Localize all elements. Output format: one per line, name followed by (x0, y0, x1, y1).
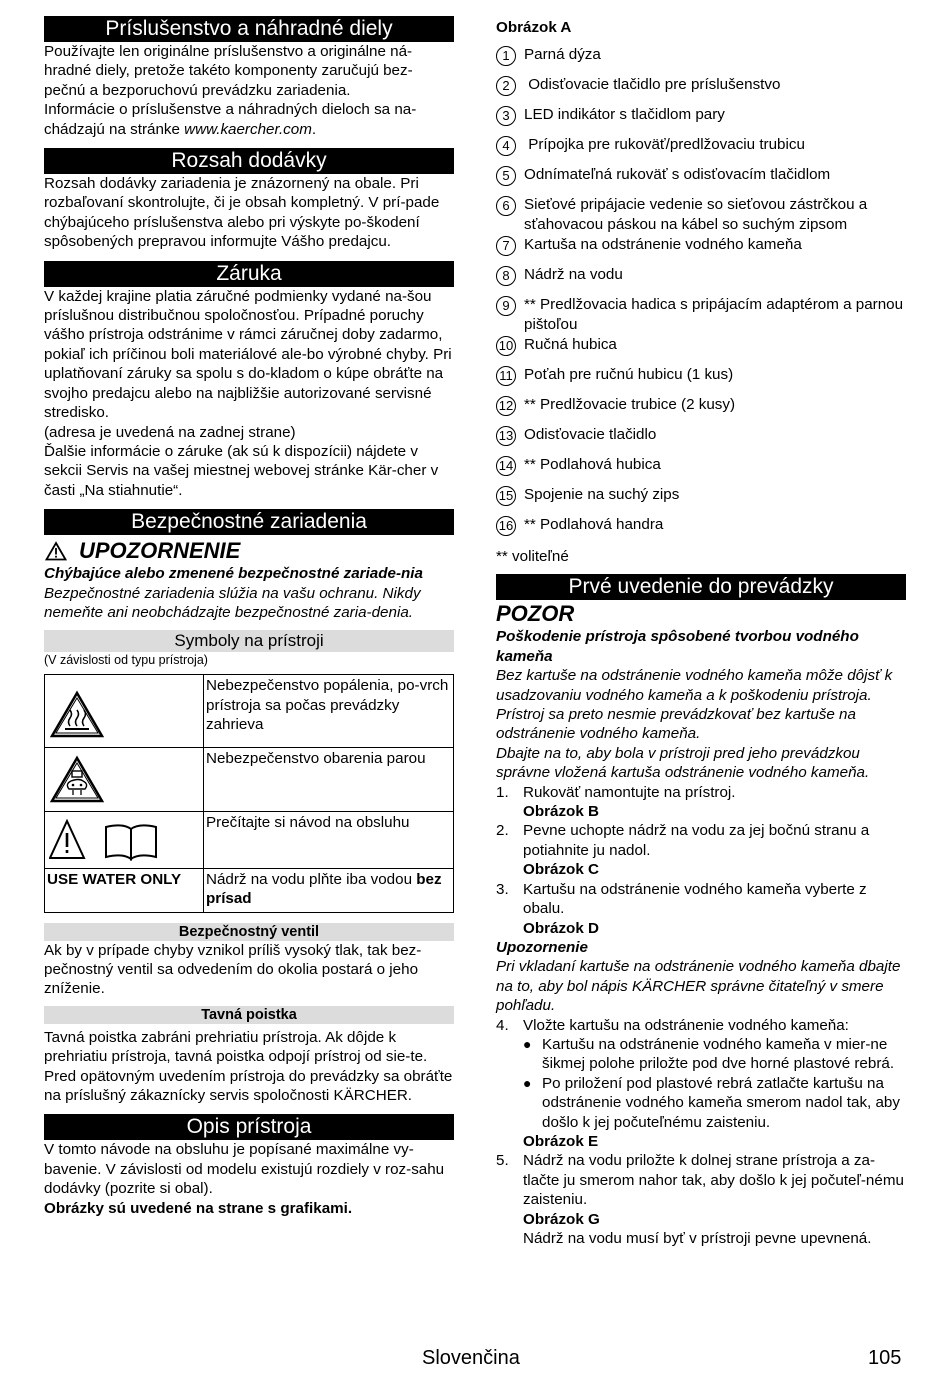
thermal-fuse-text-2: Pred opätovným uvedením prístroja do prevádzky sa obráťte na príslušný zákaznícky servis spoločnosti KÄRCHER. (44, 1067, 453, 1104)
legend-text: Prípojka pre rukoväť/predlžovaciu trubicu (524, 136, 805, 153)
symbol-description: Nebezpečenstvo obarenia parou (204, 747, 454, 811)
figure-d-ref: Obrázok D (523, 919, 599, 937)
legend-item (496, 485, 906, 515)
step-3-text: Kartušu na odstránenie vodného kameňa vyberte z obalu. (523, 880, 867, 918)
step-2: 2. Pevne uchopte nádrž na vodu za jej bočnú stranu a potiahnite ju nadol. (496, 821, 906, 860)
legend-item (496, 45, 906, 75)
legend-text: Odisťovacie tlačidlo pre príslušenstvo (524, 76, 781, 93)
section-title-warranty: Záruka (44, 261, 454, 287)
step-2-text: Pevne uchopte nádrž na vodu za jej bočnú stranu a potiahnite ju nadol. (523, 822, 870, 859)
warning-body: Bezpečnostné zariadenia slúžia na vašu ochranu. Nikdy nemeňte ani neobchádzajte bezpečnostné zaria-denia. (44, 584, 421, 621)
step-4: 4. Vložte kartušu na odstránenie vodného kameňa: (496, 1016, 849, 1034)
caution-subtitle: Poškodenie prístroja spôsobené tvorbou vodného kameňa (496, 628, 859, 665)
accessories-text (44, 42, 454, 139)
legend-text: ** Podlahová handra (524, 516, 664, 533)
section-title-safety: Bezpečnostné zariadenia (44, 509, 454, 535)
legend-item (496, 165, 906, 195)
thermal-fuse-text-1: Tavná poistka zabráni prehriatiu prístroja. Ak dôjde k prehriatiu prístroja, tavná poistka odpojí prístroj od sie-te. (44, 1028, 428, 1066)
warranty-text-1: V každej krajine platia záručné podmienky vydané na-šou príslušnou distribučnou spoločnosťou. Prípadné poruchy vášho prístroja odstránime v rámci záručnej doby zadarmo, pokiaľ ich príčinou boli materiálové ale-bo výrobné chyby. Pri uplatňovaní záruky sa spolu s do-kladom o kúpe obráťte na svojho predajcu alebo na najbližšie autorizované servisné stredisko. (44, 287, 452, 422)
caution-body-2: Dbajte na to, aby bola v prístroji pred jeho prevádzkou správne vložená kartuša odstránenie vodného kameňa. (496, 744, 870, 782)
legend-number: 3 (496, 106, 516, 126)
use-water-only-label: USE WATER ONLY (45, 868, 204, 912)
right-column (496, 16, 906, 1248)
table-row (45, 868, 454, 912)
step-5: 5. Nádrž na vodu priložte k dolnej strane prístroja a za-tlačte ju smerom nahor tak, aby došlo k jej počuteľ-nému zaisteniu. (496, 1151, 906, 1209)
legend-text: Odnímateľná rukoväť s odisťovacím tlačidlom (524, 166, 831, 183)
warning-triangle-icon (45, 541, 67, 561)
symbol-description: Nebezpečenstvo popálenia, po-vrch prístroja sa počas prevádzky zahrieva (204, 675, 454, 747)
figure-a-title: Obrázok A (496, 19, 572, 36)
legend-item (496, 295, 906, 335)
legend-item (496, 395, 906, 425)
safety-valve-text: Ak by v prípade chyby vznikol príliš vysoký tlak, tak bez-pečnostný ventil sa odvedením do okolia postará o jeho zníženie. (44, 941, 422, 998)
step-4-text: Vložte kartušu na odstránenie vodného kameňa: (523, 1016, 849, 1034)
note-title: Upozornenie (496, 938, 588, 956)
legend-text: Ručná hubica (524, 336, 617, 353)
bullet-2: ● Po priložení pod plastové rebrá zatlačte kartušu na odstránenie vodného kameňa smerom nadol tak, aby došlo k jej počuteľnému zaisteniu. (496, 1074, 906, 1132)
legend-item (496, 265, 906, 295)
accessories-text-1: Používajte len originálne príslušenstvo a originálne ná-hradné diely, pretože takéto komponenty zaručujú bez-pečnú a bezporuchovú prevádzku zariadenia. (44, 43, 413, 99)
legend-number: 14 (496, 456, 516, 476)
legend-item (496, 365, 906, 395)
legend-text: Kartuša na odstránenie vodného kameňa (524, 236, 802, 253)
description-text: V tomto návode na obsluhu je popísané maximálne vy-bavenie. V závislosti od modelu existujú rozdiely v roz-sahu dodávky (pozrite si obal). (44, 1141, 445, 1198)
legend-item (496, 515, 906, 545)
section-title-description: Opis prístroja (44, 1114, 454, 1140)
step-3: 3. Kartušu na odstránenie vodného kameňa vyberte z obalu. (496, 880, 906, 919)
note-body: Pri vkladaní kartuše na odstránenie vodného kameňa dbajte na to, aby bol nápis KÄRCHER správne čitateľný v smere pohľadu. (496, 958, 901, 1015)
left-column (44, 16, 454, 1218)
legend-text: Poťah pre ručnú hubicu (1 kus) (524, 366, 734, 383)
legend-text: ** Predlžovacie trubice (2 kusy) (524, 396, 736, 413)
legend-number: 12 (496, 396, 516, 416)
symbol-cell (45, 675, 204, 747)
table-row (45, 747, 454, 811)
symbols-table (44, 674, 454, 912)
symbol-description-bold: bez prísad (206, 870, 442, 907)
legend-text: Sieťové pripájacie vedenie so sieťovou zástrčkou a sťahovacou páskou na kábel so suchým zipsom (524, 196, 872, 233)
legend-text: ** Predlžovacia hadica s pripájacím adaptérom a parnou pištoľou (524, 296, 908, 333)
page-number: 105 (868, 1347, 902, 1369)
thermal-fuse-title: Tavná poistka (44, 1006, 454, 1024)
figure-e-ref: Obrázok E (523, 1132, 599, 1150)
legend-number: 6 (496, 196, 516, 216)
step-5-text: Nádrž na vodu priložte k dolnej strane prístroja a za-tlačte ju smerom nahor tak, aby došlo k jej počuteľ-nému zaisteniu. (523, 1152, 904, 1209)
table-row (45, 812, 454, 868)
figure-g-ref: Obrázok G (523, 1210, 600, 1228)
legend-text: Nádrž na vodu (524, 266, 623, 283)
legend-number: 11 (496, 366, 516, 386)
legend-list (496, 45, 906, 545)
legend-number: 8 (496, 266, 516, 286)
warning-subtitle: Chýbajúce alebo zmenené bezpečnostné zariade-nia (44, 565, 423, 583)
legend-number: 13 (496, 426, 516, 446)
warning-title: UPOZORNENIE (79, 538, 241, 564)
symbol-cell (45, 747, 204, 811)
footer-language: Slovenčina (422, 1347, 520, 1369)
read-manual-icon (49, 819, 157, 861)
accessories-end: . (311, 120, 317, 138)
steam-scald-icon (49, 755, 105, 805)
symbol-description (204, 868, 454, 912)
bullet-1-text: Kartušu na odstránenie vodného kameňa v mier-ne šikmej polohe priložte pod dve horné plastové rebrá. (542, 1035, 895, 1073)
symbol-description: Prečítajte si návod na obsluhu (204, 812, 454, 868)
step-1: 1. Rukoväť namontujte na prístroj. (496, 783, 736, 801)
legend-number: 7 (496, 236, 516, 256)
symbol-description-text: Nádrž na vodu plňte iba vodou (206, 870, 417, 888)
legend-text: ** Podlahová hubica (524, 456, 661, 473)
warranty-text-2: (adresa je uvedená na zadnej strane) (44, 423, 296, 441)
warranty-text-3: Ďalšie informácie o záruke (ak sú k dispozícii) nájdete v sekcii Servis na vašej miestnej webovej stránke Kär-cher v časti „Na stiahnutie“. (44, 442, 439, 499)
legend-item (496, 135, 906, 165)
legend-number: 9 (496, 296, 516, 316)
hot-surface-icon (49, 690, 105, 740)
legend-number: 4 (496, 136, 516, 156)
symbols-note: (V závislosti od typu prístroja) (44, 653, 208, 668)
table-row (45, 675, 454, 747)
caution-body-1: Bez kartuše na odstránenie vodného kameňa môže dôjsť k usadzovaniu vodného kameňa a k poškodeniu prístroja. Prístroj sa preto nesmie prevádzkovať bez kartuše na odstránenie vodného kameňa. (496, 667, 893, 743)
caution-heading: POZOR (496, 601, 575, 627)
legend-number: 15 (496, 486, 516, 506)
legend-number: 5 (496, 166, 516, 186)
bullet-1: ● Kartušu na odstránenie vodného kameňa v mier-ne šikmej polohe priložte pod dve horné plastové rebrá. (496, 1035, 906, 1074)
legend-text: Parná dýza (524, 46, 601, 63)
section-title-first-start: Prvé uvedenie do prevádzky (496, 574, 906, 600)
symbols-title: Symboly na prístroji (44, 630, 454, 652)
step-5-note: Nádrž na vodu musí byť v prístroji pevne upevnená. (523, 1230, 872, 1247)
description-bold-note: Obrázky sú uvedené na strane s grafikami. (44, 1199, 353, 1217)
kaercher-link[interactable]: www.kaercher.com (184, 120, 312, 138)
bullet-2-text: Po priložení pod plastové rebrá zatlačte kartušu na odstránenie vodného kameňa smerom nadol tak, aby došlo k jej počuteľnému zaisteniu. (542, 1074, 900, 1131)
legend-number: 16 (496, 516, 516, 536)
legend-number: 2 (496, 76, 516, 96)
legend-text: Odisťovacie tlačidlo (524, 426, 657, 443)
legend-number: 10 (496, 336, 516, 356)
legend-item (496, 105, 906, 135)
figure-c-ref: Obrázok C (523, 861, 599, 879)
legend-item (496, 75, 906, 105)
warning-heading (44, 538, 454, 564)
legend-item (496, 425, 906, 455)
accessories-text-2: Informácie o príslušenstve a náhradných dieloch sa na-chádzajú na stránke (44, 101, 417, 138)
symbol-cell (45, 812, 204, 868)
legend-text: Spojenie na suchý zips (524, 486, 680, 503)
scope-text: Rozsah dodávky zariadenia je znázornený na obale. Pri rozbaľovaní skontrolujte, či je obsah kompletný. V prí-pade chýbajúceho príslušenstva alebo pri výskyte po-škodení spôsobených prepravou informujte Vášho predajcu. (44, 175, 440, 251)
legend-text: LED indikátor s tlačidlom pary (524, 106, 725, 123)
legend-item (496, 335, 906, 365)
legend-number: 1 (496, 46, 516, 66)
legend-item (496, 235, 906, 265)
step-1-text: Rukoväť namontujte na prístroj. (523, 783, 736, 801)
optional-note: ** voliteľné (496, 548, 569, 565)
safety-valve-title: Bezpečnostný ventil (44, 923, 454, 941)
figure-b-ref: Obrázok B (523, 803, 599, 821)
legend-item (496, 195, 906, 235)
legend-item (496, 455, 906, 485)
section-title-scope: Rozsah dodávky (44, 148, 454, 174)
section-title-accessories: Príslušenstvo a náhradné diely (44, 16, 454, 42)
